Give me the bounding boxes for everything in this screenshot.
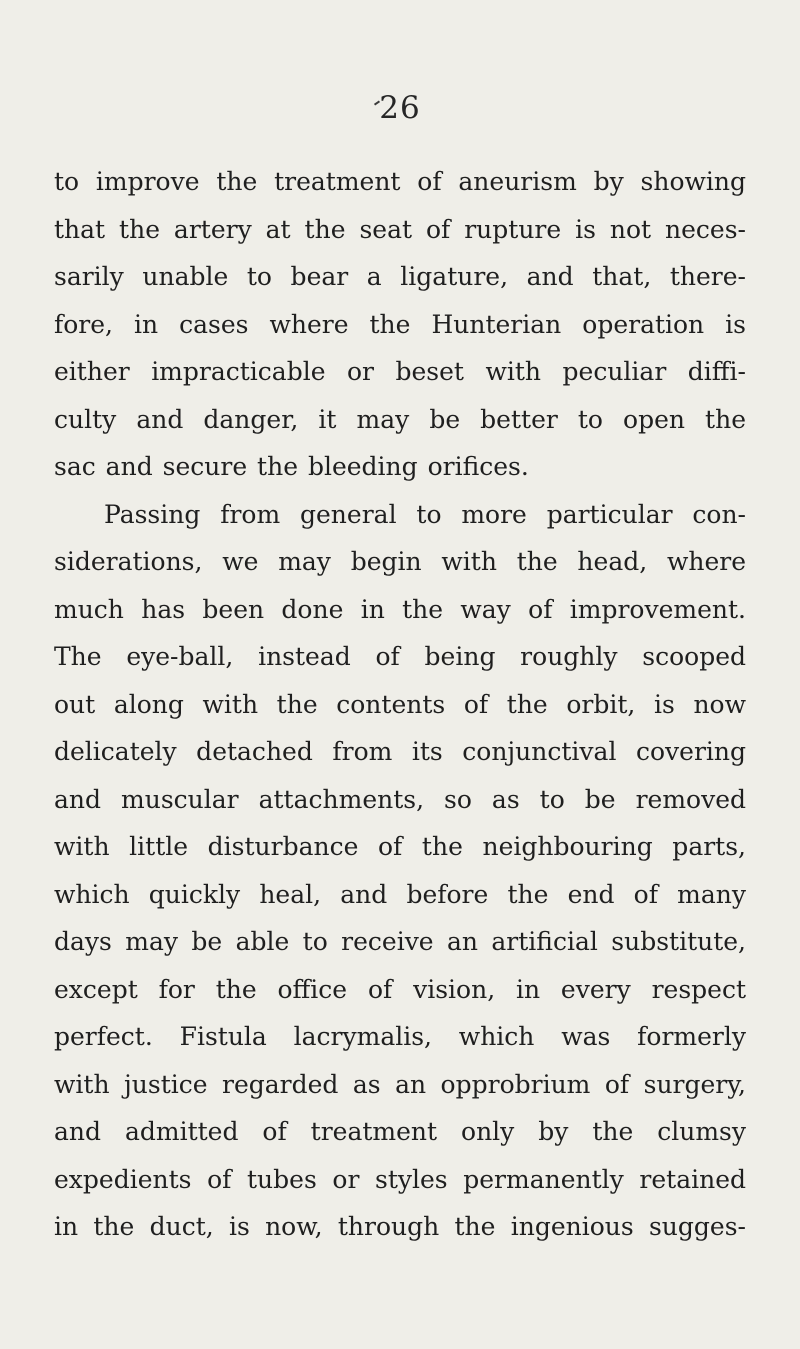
- text-line: sarily unable to bear a ligature, and that, there-: [54, 262, 746, 291]
- text-line: with justice regarded as an opprobrium of surgery,: [54, 1069, 746, 1099]
- text-line: delicately detached from its conjunctival covering: [54, 737, 746, 766]
- page-number: 26: [379, 90, 421, 126]
- paragraph-first-line: Passing from general to more particular con-: [104, 499, 746, 529]
- text-line: days may be able to receive an artificial substitute,: [54, 927, 746, 956]
- text-line: except for the office of vision, in every respect: [54, 974, 746, 1004]
- text-line: to improve the treatment of aneurism by showing: [54, 167, 746, 196]
- text-line: expedients of tubes or styles permanently retained: [54, 1164, 746, 1194]
- text-line: with little disturbance of the neighbouring parts,: [54, 832, 746, 861]
- text-line: that the artery at the seat of rupture is not neces-: [54, 214, 746, 244]
- text-line: culty and danger, it may be better to open the: [54, 404, 746, 434]
- text-line: fore, in cases where the Hunterian operation is: [54, 309, 746, 339]
- text-line: much has been done in the way of improvement.: [54, 594, 746, 624]
- text-line: either impracticable or beset with peculiar diffi-: [54, 357, 746, 386]
- text-line: and muscular attachments, so as to be removed: [54, 784, 746, 814]
- text-line: siderations, we may begin with the head, where: [54, 547, 746, 576]
- text-line: out along with the contents of the orbit, is now: [54, 689, 746, 719]
- text-line: sac and secure the bleeding orifices.: [54, 452, 529, 481]
- text-line: The eye-ball, instead of being roughly scooped: [54, 642, 746, 671]
- body-text: [54, 158, 754, 1251]
- text-line: which quickly heal, and before the end of many: [54, 879, 746, 909]
- text-line: perfect. Fistula lacrymalis, which was formerly: [54, 1022, 746, 1051]
- text-line: in the duct, is now, through the ingenious sugges-: [54, 1212, 746, 1241]
- text-line: and admitted of treatment only by the clumsy: [54, 1117, 746, 1146]
